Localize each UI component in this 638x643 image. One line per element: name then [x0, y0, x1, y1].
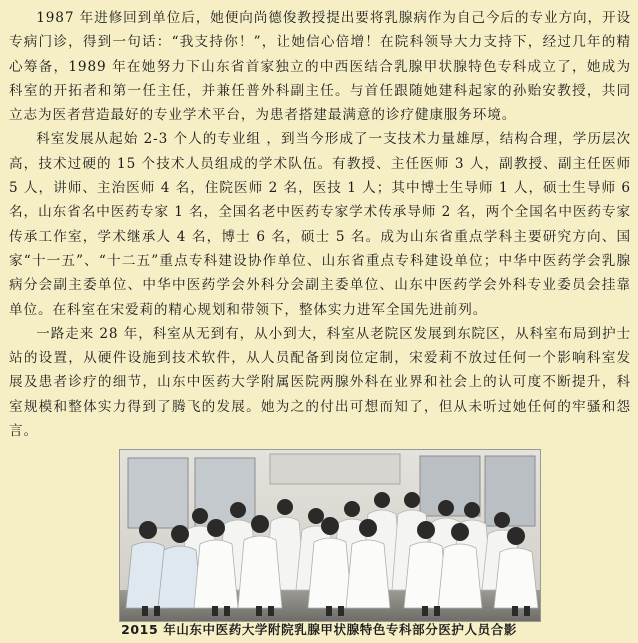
group-photo [119, 449, 541, 622]
paragraph-1: 1987 年进修回到单位后，她便向尚德俊教授提出要将乳腺病作为自己今后的专业方向，开设专病门诊，得到一句话：“我支持你！”，让她信心倍增！在院科领导大力支持下，经过几年的精心筹备，1989 年在她努力下山东省首家独立的中西医结合乳腺甲状腺特色专科成立了，她成为科室的开拓者和第一任主任，并兼任普外科副主任。与首任跟随她建科起家的孙贻安教授，共同立志为医者营造最好的专业学术平台，为患者搭建最满意的诊疗健康服务环境。 [9, 10, 631, 124]
article-body [9, 6, 631, 443]
photo-caption: 2015 年山东中医药大学附院乳腺甲状腺特色专科部分医护人员合影 [121, 622, 517, 637]
paragraph-2: 科室发展从起始 2-3 个人的专业组 ，到当今形成了一支技术力量雄厚，结构合理，学历层次高，技术过硬的 15 个技术人员组成的学术队伍。有教授、主任医师 3 人，副教授、副主任医师 5 人，讲师、主治医师 4 名，住院医师 2 名，医技 1 人；其中博士生导师 1 人，硕士生导师 6 名，山东省名中医药专家 1 名，全国名老中医药专家学术传承导师 2 名，两个全国名中医药专家传承工作室，学术继承人 4 名，博士 6 名，硕士 5 名。成为山东省重点学科主要研究方向、国家“十一五”、“十二五”重点专科建设协作单位、山东省重点专科建设单位；中华中医药学会乳腺病分会副主委单位、中华中医药学会外科分会副主委单位、山东中医药学会外科专业委员会挂靠单位。在科室在宋爱莉的精心规划和带领下，整体实力进军全国先进前列。 [9, 131, 631, 318]
paragraph-3: 一路走来 28 年，科室从无到有，从小到大，科室从老院区发展到东院区，从科室布局到护士站的设置，从硬件设施到技术软件，从人员配备到岗位定制，宋爱莉不放过任何一个影响科室发展及患者诊疗的细节，山东中医药大学附属医院两腺外科在业界和社会上的认可度不断提升，科室规模和整体实力得到了腾飞的发展。她为之的付出可想而知了，但从未听过她任何的牢骚和怨言。 [9, 325, 631, 440]
